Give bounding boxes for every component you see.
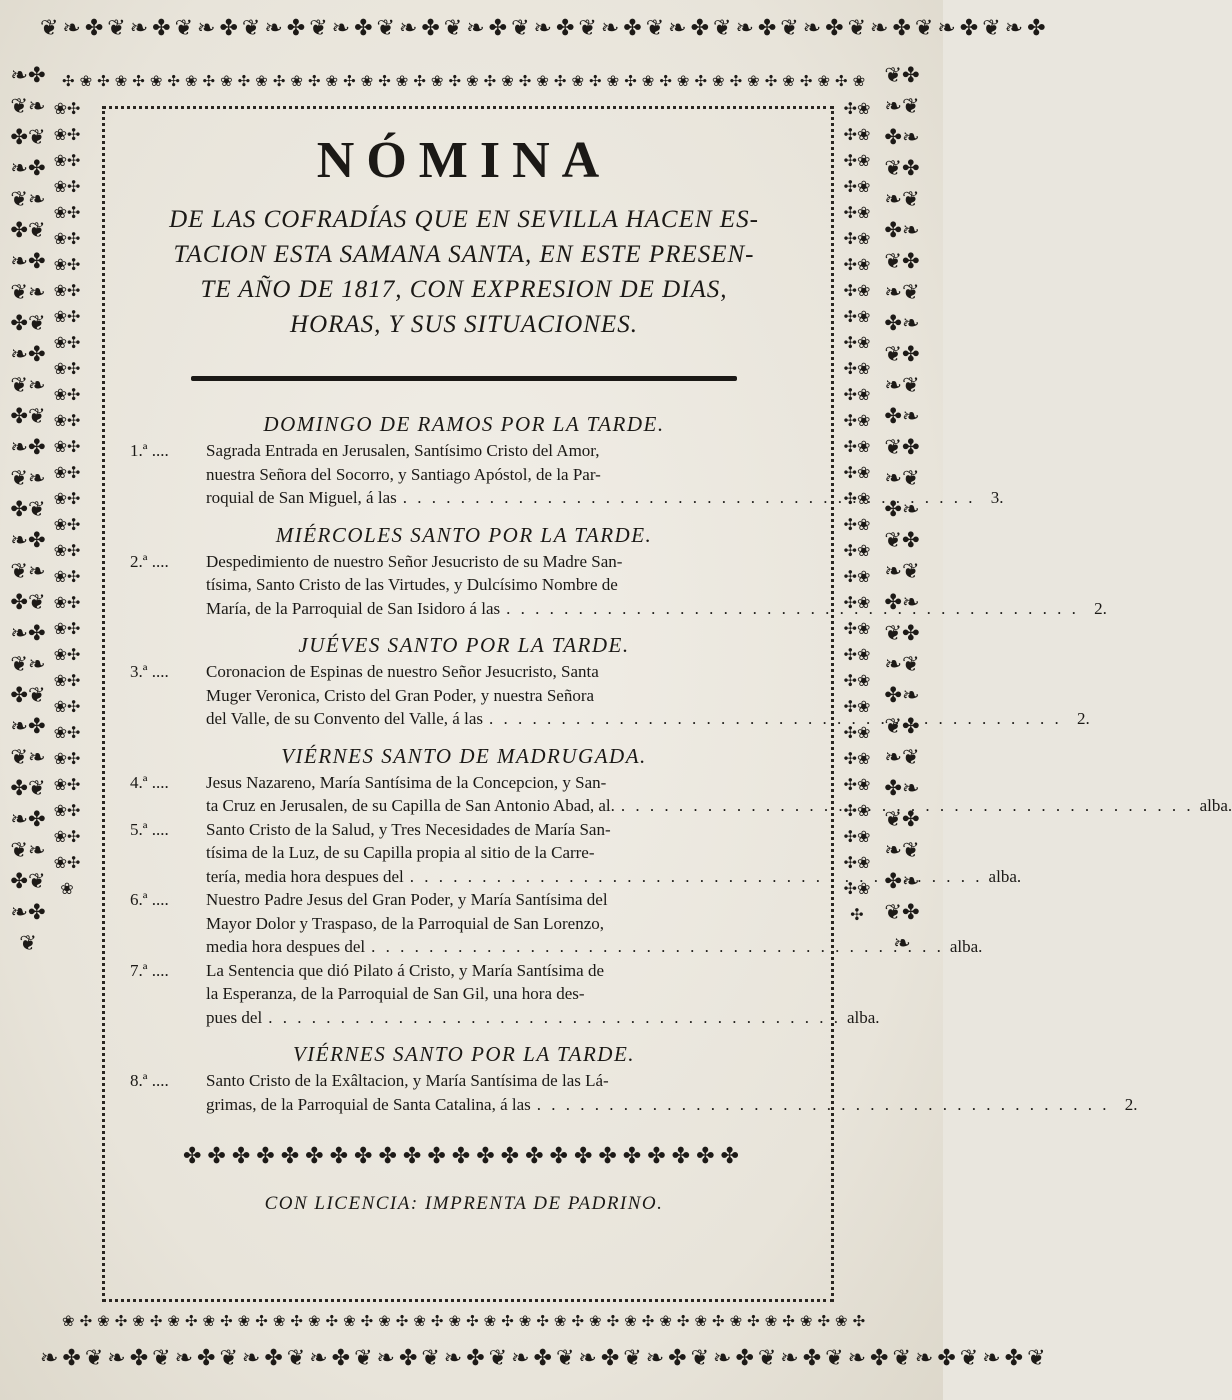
leader-dots bbox=[506, 597, 1079, 621]
entry-line: Jesus Nazareno, María Santísima de la Concepcion, y San- bbox=[206, 772, 607, 792]
procession-day-section bbox=[130, 632, 1090, 731]
procession-entry bbox=[130, 771, 1232, 818]
entry-line: Mayor Dolor y Traspaso, de la Parroquial de San Lorenzo, bbox=[206, 913, 605, 933]
left-ornament-border: ❧✤❦❧✤❦❧✤❦❧✤❦❧✤❦❧✤❦❧✤❦❧✤❦❧✤❦❧✤❦❧✤❦❧✤❦❧✤❦❧✤❦❧✤❦❧✤❦❧✤❦❧✤❦❧✤❦ bbox=[10, 63, 46, 955]
day-heading: VIÉRNES SANTO DE MADRUGADA. bbox=[281, 743, 647, 768]
procession-entry bbox=[130, 660, 1090, 731]
entry-last-line: pues del bbox=[206, 1007, 263, 1027]
entry-number: 5.ª .... bbox=[130, 819, 169, 839]
entry-line: Muger Veronica, Cristo del Gran Poder, y nuestra Señora bbox=[206, 685, 595, 705]
leader-dots bbox=[621, 794, 1194, 818]
subtitle-line: HORAS, Y SUS SITUACIONES. bbox=[290, 311, 638, 338]
procession-day-section bbox=[130, 411, 1004, 510]
entry-hour: alba. bbox=[846, 1007, 880, 1027]
entry-line: la Esperanza, de la Parroquial de San Gil, una hora des- bbox=[206, 984, 585, 1003]
subtitle-line: TE AÑO DE 1817, CON EXPRESION DE DIAS, bbox=[200, 276, 728, 303]
procession-entry bbox=[130, 818, 1022, 889]
heavy-rule-divider bbox=[191, 376, 737, 381]
procession-day-section bbox=[130, 743, 1232, 1030]
bottom-inner-ornament-border: ❀✣❀✣❀✣❀✣❀✣❀✣❀✣❀✣❀✣❀✣❀✣❀✣❀✣❀✣❀✣❀✣❀✣❀✣❀✣❀✣❀✣❀✣❀✣ bbox=[62, 1312, 871, 1330]
leader-dots bbox=[403, 486, 976, 510]
subtitle-line: DE LAS COFRADÍAS QUE EN SEVILLA HACEN ES- bbox=[169, 206, 759, 233]
entry-line: tísima, Santo Cristo de las Virtudes, y Dulcísimo Nombre de bbox=[206, 575, 618, 594]
document-content bbox=[130, 118, 1232, 1215]
right-inner-ornament-border: ✣❀✣❀✣❀✣❀✣❀✣❀✣❀✣❀✣❀✣❀✣❀✣❀✣❀✣❀✣❀✣❀✣❀✣❀✣❀✣❀✣❀✣❀✣❀✣❀✣❀✣❀✣❀✣❀✣❀✣❀✣❀✣ bbox=[843, 99, 871, 924]
bottom-ornament-border: ❧✤❦❧✤❦❧✤❦❧✤❦❧✤❦❧✤❦❧✤❦❧✤❦❧✤❦❧✤❦❧✤❦❧✤❦❧✤❦❧✤❦❧✤❦ bbox=[40, 1346, 1050, 1371]
entry-line: Coronacion de Espinas de nuestro Señor Jesucristo, Santa bbox=[206, 662, 599, 681]
day-heading: VIÉRNES SANTO POR LA TARDE. bbox=[292, 1042, 636, 1066]
day-heading: DOMINGO DE RAMOS POR LA TARDE. bbox=[263, 412, 665, 436]
top-inner-ornament-border: ✣❀✣❀✣❀✣❀✣❀✣❀✣❀✣❀✣❀✣❀✣❀✣❀✣❀✣❀✣❀✣❀✣❀✣❀✣❀✣❀✣❀✣❀✣❀ bbox=[62, 72, 871, 90]
leader-dots bbox=[537, 1093, 1110, 1117]
entry-hour: 2. bbox=[1124, 1094, 1138, 1114]
entry-number: 1.ª .... bbox=[130, 441, 169, 460]
entry-hour: alba. bbox=[1199, 796, 1232, 815]
entry-hour: 2. bbox=[1094, 598, 1107, 618]
entry-number: 4.ª .... bbox=[130, 772, 169, 792]
procession-day-section bbox=[130, 522, 1107, 621]
entry-last-line: del Valle, de su Convento del Valle, á las bbox=[206, 709, 483, 728]
entry-number: 3.ª .... bbox=[130, 662, 169, 681]
leader-dots bbox=[410, 865, 983, 889]
leader-dots bbox=[371, 935, 944, 959]
fleuron-ornament-row: ✤✤✤✤✤✤✤✤✤✤✤✤✤✤✤✤✤✤✤✤✤✤✤ bbox=[183, 1144, 745, 1169]
top-ornament-border: ❦❧✤❦❧✤❦❧✤❦❧✤❦❧✤❦❧✤❦❧✤❦❧✤❦❧✤❦❧✤❦❧✤❦❧✤❦❧✤❦❧✤❦❧✤ bbox=[40, 16, 1050, 41]
entry-hour: 2. bbox=[1076, 709, 1090, 728]
entry-last-line: media hora despues del bbox=[206, 937, 366, 956]
document-title: NÓMINA bbox=[316, 132, 612, 189]
entry-line: Despedimiento de nuestro Señor Jesucristo de su Madre San- bbox=[206, 551, 623, 571]
entry-last-line: tería, media hora despues del bbox=[206, 866, 404, 886]
entry-hour: alba. bbox=[949, 937, 983, 956]
left-inner-ornament-border: ❀✣❀✣❀✣❀✣❀✣❀✣❀✣❀✣❀✣❀✣❀✣❀✣❀✣❀✣❀✣❀✣❀✣❀✣❀✣❀✣❀✣❀✣❀✣❀✣❀✣❀✣❀✣❀✣❀✣❀✣❀ bbox=[53, 99, 81, 898]
entry-line: Nuestro Padre Jesus del Gran Poder, y María Santísima del bbox=[206, 890, 608, 909]
entry-last-line: grimas, de la Parroquial de Santa Catalina, á las bbox=[206, 1094, 531, 1114]
day-heading: MIÉRCOLES SANTO POR LA TARDE. bbox=[275, 522, 653, 547]
entry-number: 8.ª .... bbox=[130, 1071, 169, 1090]
procession-entry bbox=[130, 1069, 1138, 1116]
right-ornament-border: ❦✤❧❦✤❧❦✤❧❦✤❧❦✤❧❦✤❧❦✤❧❦✤❧❦✤❧❦✤❧❦✤❧❦✤❧❦✤❧❦✤❧❦✤❧❦✤❧❦✤❧❦✤❧❦✤❧ bbox=[884, 63, 920, 955]
entry-number: 6.ª .... bbox=[130, 890, 169, 909]
entry-line: nuestra Señora del Socorro, y Santiago Apóstol, de la Par- bbox=[206, 464, 601, 484]
entry-line: Santo Cristo de la Salud, y Tres Necesidades de María San- bbox=[206, 819, 611, 839]
entry-number: 7.ª .... bbox=[130, 960, 169, 980]
procession-day-section bbox=[130, 1041, 1138, 1116]
entry-last-line: ta Cruz en Jerusalen, de su Capilla de San Antonio Abad, al. bbox=[206, 796, 615, 815]
procession-entry bbox=[130, 888, 983, 959]
entry-last-line: roquial de San Miguel, á las bbox=[206, 488, 397, 507]
entry-line: tísima de la Luz, de su Capilla propia al sitio de la Carre- bbox=[206, 843, 595, 862]
entry-line: Sagrada Entrada en Jerusalen, Santísimo Cristo del Amor, bbox=[206, 441, 600, 460]
leader-dots bbox=[489, 707, 1062, 731]
procession-entry bbox=[130, 550, 1107, 621]
day-heading: JUÉVES SANTO POR LA TARDE. bbox=[298, 633, 630, 657]
leader-dots bbox=[268, 1006, 841, 1030]
license-imprint: CON LICENCIA: IMPRENTA DE PADRINO. bbox=[264, 1193, 664, 1214]
entry-hour: alba. bbox=[988, 866, 1022, 886]
document-subtitle bbox=[130, 202, 798, 342]
entry-hour: 3. bbox=[990, 488, 1004, 507]
procession-entry bbox=[130, 959, 880, 1030]
subtitle-line: TACION ESTA SAMANA SANTA, EN ESTE PRESEN- bbox=[173, 241, 755, 268]
entry-line: Santo Cristo de la Exâltacion, y María Santísima de las Lá- bbox=[206, 1071, 609, 1090]
entry-last-line: María, de la Parroquial de San Isidoro á las bbox=[206, 598, 501, 618]
entry-line: La Sentencia que dió Pilato á Cristo, y María Santísima de bbox=[206, 960, 604, 980]
procession-entry bbox=[130, 439, 1004, 510]
entry-number: 2.ª .... bbox=[130, 551, 169, 571]
